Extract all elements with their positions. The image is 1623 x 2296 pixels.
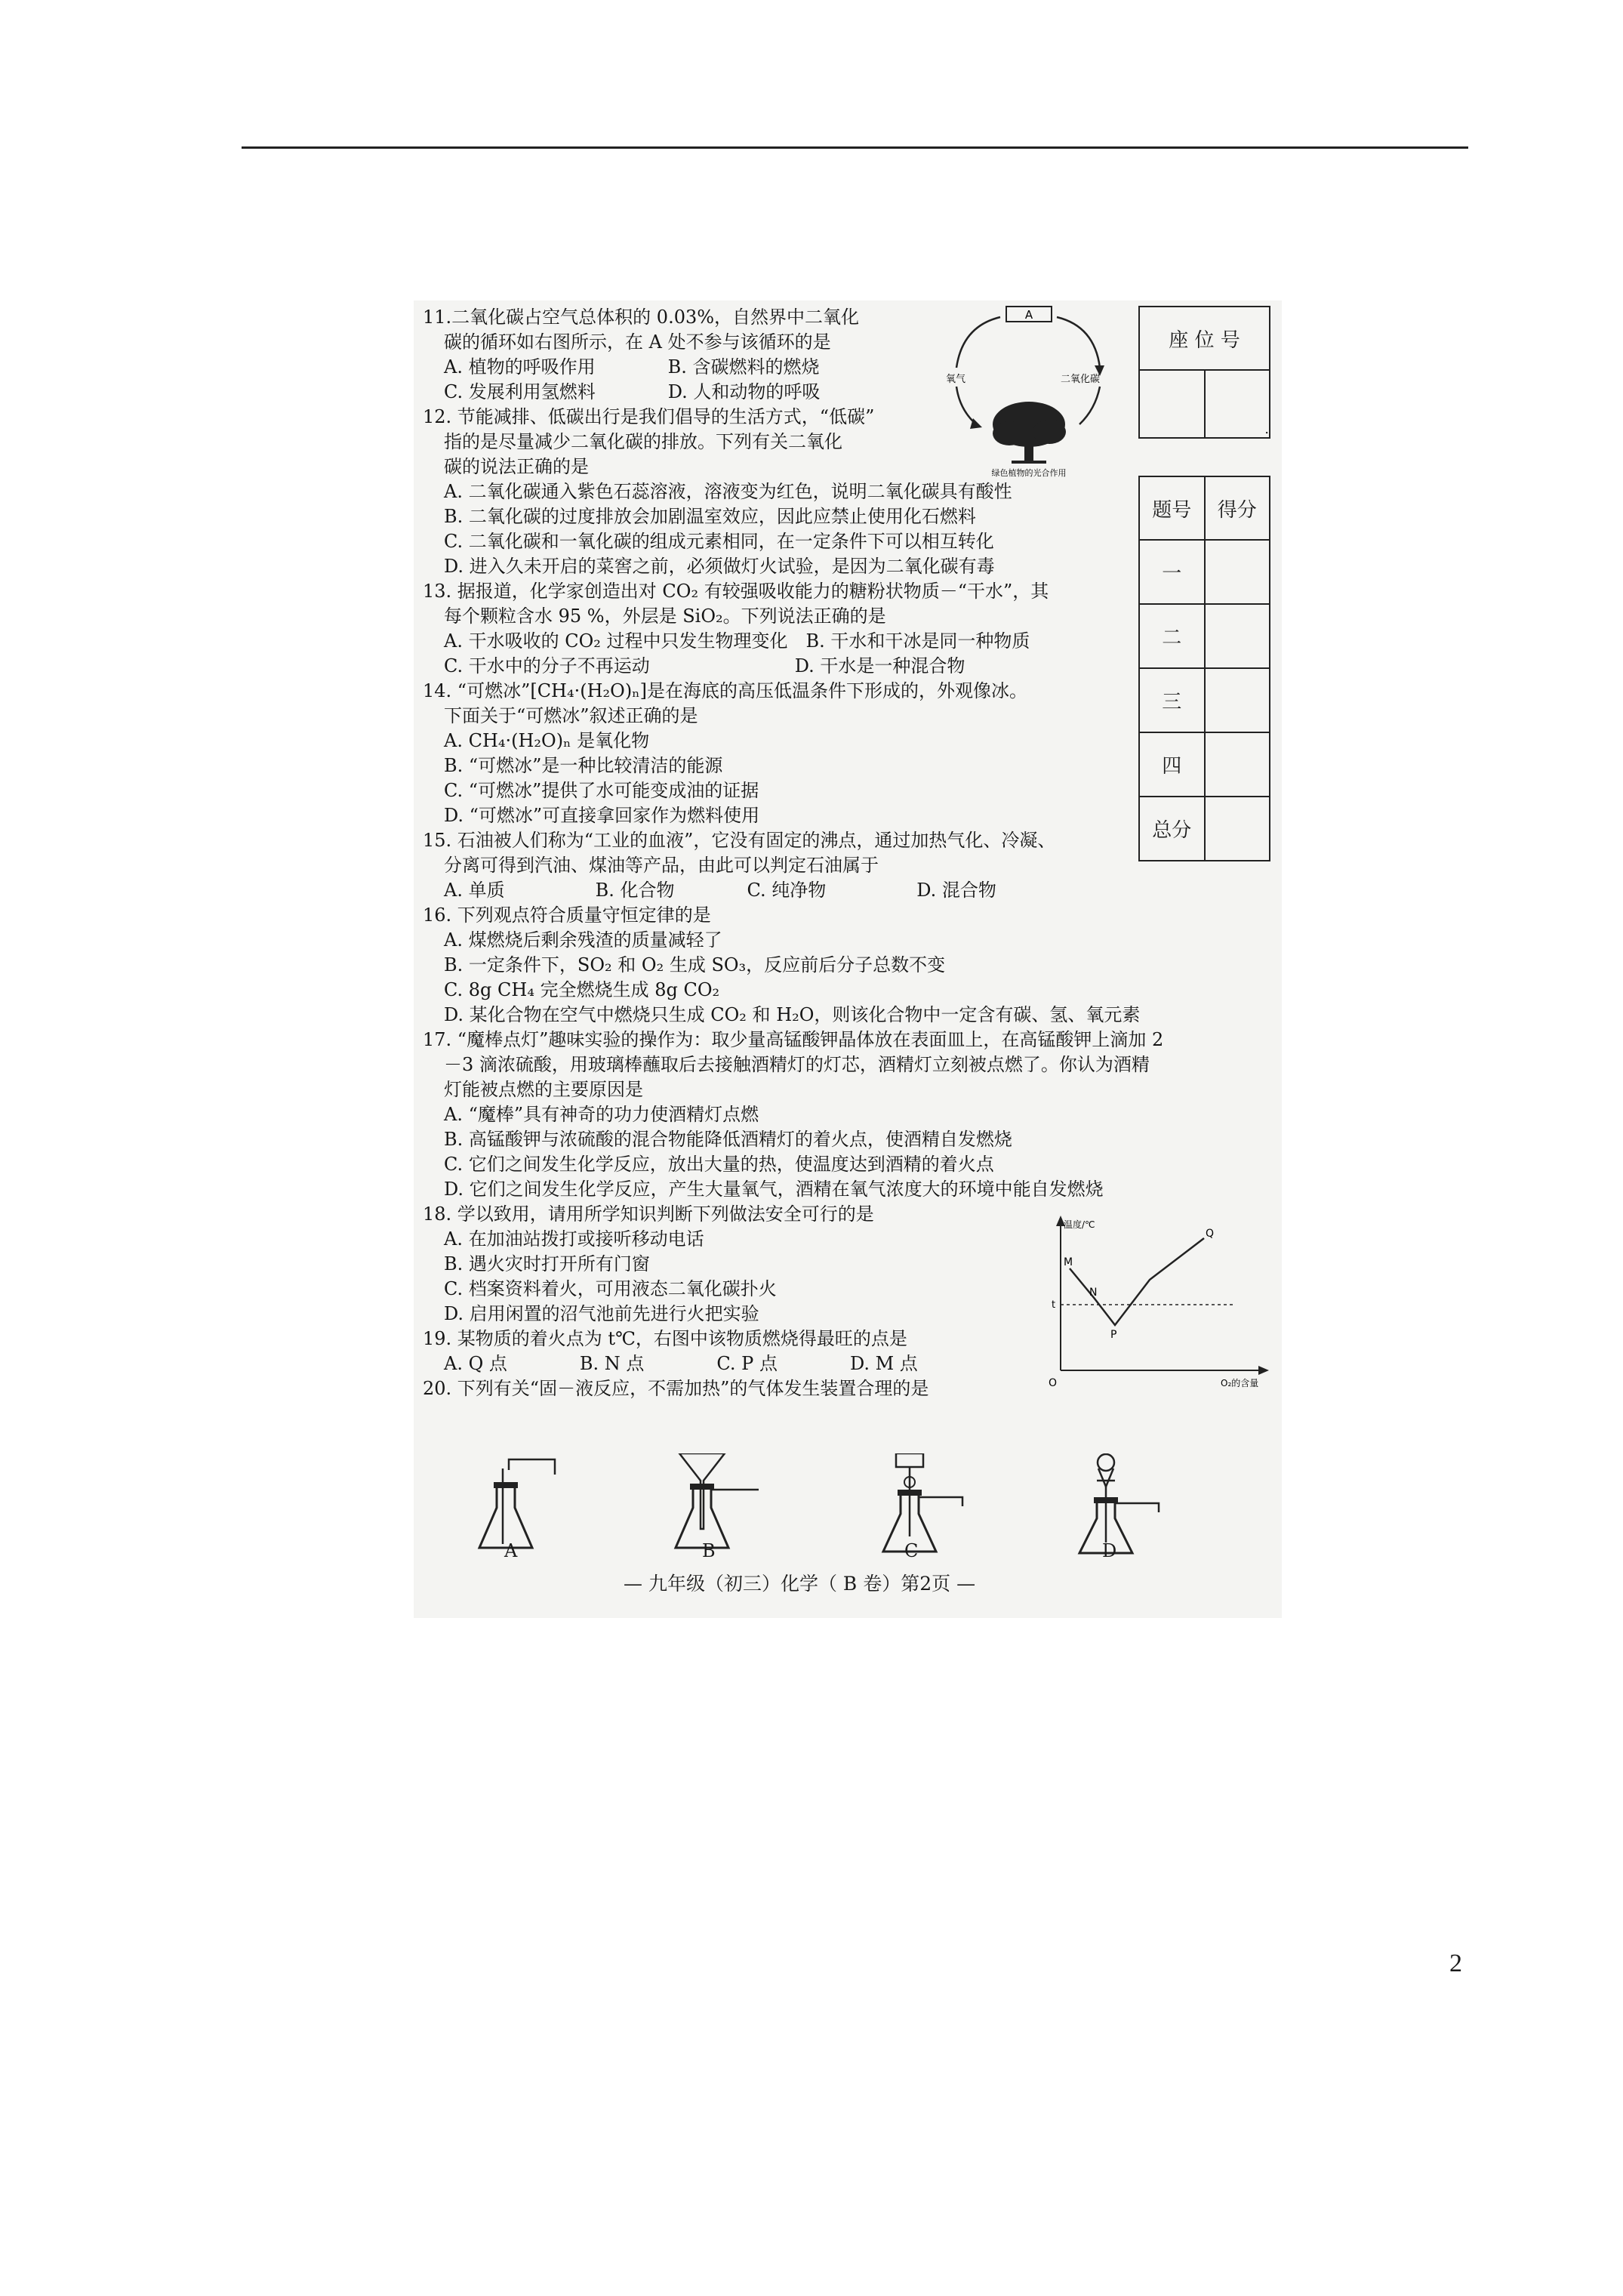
question-stem: 17. “魔棒点灯”趣味实验的操作为：取少量高锰酸钾晶体放在表面皿上，在高锰酸钾上滴加 2 [423, 1029, 1164, 1050]
question-text-line: B. 一定条件下，SO₂ 和 O₂ 生成 SO₃，反应前后分子总数不变 [444, 954, 946, 975]
graph-x-label: O₂的含量 [1221, 1378, 1259, 1388]
question-stem: 11.二氧化碳占空气总体积的 0.03%，自然界中二氧化 [423, 307, 860, 328]
question-stem: 16. 下列观点符合质量守恒定律的是 [423, 905, 711, 926]
question-text-line: D. 进入久未开启的菜窖之前，必须做灯火试验，是因为二氧化碳有毒 [444, 556, 995, 577]
question-text-line: C. 它们之间发生化学反应，放出大量的热，使温度达到酒精的着火点 [444, 1154, 994, 1175]
question-text-line: C. “可燃冰”提供了水可能变成油的证据 [444, 780, 759, 801]
graph-origin-label: O [1049, 1377, 1058, 1389]
apparatus-b-label: B [702, 1540, 716, 1561]
question-text-line: C. 发展利用氢燃料 D. 人和动物的呼吸 [444, 381, 821, 402]
cycle-box-label: A [1024, 308, 1033, 322]
question-text-line: 指的是尽量减少二氧化碳的排放。下列有关二氧化 [444, 431, 842, 452]
cycle-arrow-up [1079, 387, 1100, 424]
score-table [1138, 476, 1270, 861]
question-text-line: B. 二氧化碳的过度排放会加剧温室效应，因此应禁止使用化石燃料 [444, 506, 976, 527]
question-text-line: C. 二氧化碳和一氧化碳的组成元素相同，在一定条件下可以相互转化 [444, 531, 994, 552]
arrow-head [1258, 1366, 1269, 1375]
graph-tick-t: t [1052, 1299, 1056, 1311]
cycle-caption: 绿色植物的光合作用 [991, 468, 1067, 478]
score-row-label: 二 [1139, 604, 1205, 668]
point-q-label: Q [1206, 1228, 1215, 1240]
question-stem: 18. 学以致用，请用所学知识判断下列做法安全可行的是 [423, 1203, 874, 1225]
question-text-line: D. 某化合物在空气中燃烧只生成 CO₂ 和 H₂O，则该化合物中一定含有碳、氢、氧元素 [444, 1004, 1141, 1025]
question-text-line: B. “可燃冰”是一种比较清洁的能源 [444, 755, 723, 776]
question-text-line: 下面关于“可燃冰”叙述正确的是 [444, 705, 698, 726]
question-stem: 14. “可燃冰”[CH₄·(H₂O)ₙ]是在海底的高压低温条件下形成的，外观像冰。 [423, 680, 1027, 701]
question-text-line: A. 煤燃烧后剩余残渣的质量减轻了 [444, 929, 722, 951]
question-text-line: B. 遇火灾时打开所有门窗 [444, 1253, 650, 1274]
question-text-line: A. CH₄·(H₂O)ₙ 是氧化物 [444, 730, 650, 751]
question-text-line: A. 单质 B. 化合物 C. 纯净物 D. 混合物 [444, 880, 996, 901]
cycle-oxygen-label: 氧气 [946, 374, 966, 385]
point-m-label: M [1064, 1256, 1073, 1268]
question-stem: 20. 下列有关“固－液反应，不需加热”的气体发生装置合理的是 [423, 1378, 929, 1399]
seat-number-table [1138, 306, 1270, 439]
score-row-label: 三 [1139, 668, 1205, 732]
question-text-line: C. 干水中的分子不再运动 D. 干水是一种混合物 [444, 655, 965, 676]
question-text-line: 分离可得到汽油、煤油等产品，由此可以判定石油属于 [444, 855, 879, 876]
question-text-line: C. 8g CH₄ 完全燃烧生成 8g CO₂ [444, 979, 720, 1000]
page-number: 2 [1449, 1949, 1462, 1977]
apparatus-c-flask [857, 1453, 985, 1559]
point-p-label: P [1110, 1329, 1117, 1341]
question-text-line: C. 档案资料着火，可用液态二氧化碳扑火 [444, 1278, 777, 1299]
score-row-label: 一 [1139, 540, 1205, 604]
apparatus-c-label: C [904, 1540, 919, 1561]
question-text-line: D. 它们之间发生化学反应，产生大量氧气，酒精在氧气浓度大的环境中能自发燃烧 [444, 1179, 1104, 1200]
cycle-co2-label: 二氧化碳 [1061, 374, 1101, 385]
score-cell [1205, 668, 1270, 732]
question-text-line: A. 植物的呼吸作用 B. 含碳燃料的燃烧 [444, 356, 820, 378]
temperature-oxygen-graph [1046, 1216, 1272, 1389]
question-stem: 13. 据报道，化学家创造出对 CO₂ 有较强吸收能力的糖粉状物质－“干水”，其 [423, 581, 1049, 602]
page-footer: — 九年级（初三）化学（ B 卷）第2页 — [624, 1573, 976, 1595]
cycle-arrow-left [956, 317, 1000, 368]
score-cell [1205, 732, 1270, 797]
question-text-line: A. “魔棒”具有神奇的功力使酒精灯点燃 [444, 1104, 759, 1125]
graph-curve [1070, 1238, 1204, 1325]
question-text-line: 灯能被点燃的主要原因是 [444, 1079, 643, 1100]
question-text-line: A. Q 点 B. N 点 C. P 点 D. M 点 [444, 1353, 918, 1374]
question-text-line: 碳的循环如右图所示，在 A 处不参与该循环的是 [444, 331, 831, 353]
question-stem: 19. 某物质的着火点为 t℃，右图中该物质燃烧得最旺的点是 [423, 1328, 907, 1349]
apparatus-d-label: D [1102, 1540, 1117, 1561]
question-text-line: 每个颗粒含水 95 %，外层是 SiO₂。下列说法正确的是 [444, 606, 886, 627]
cycle-arrow-right [1057, 317, 1100, 368]
score-row-label: 总分 [1139, 797, 1205, 861]
question-text-line: D. “可燃冰”可直接拿回家作为燃料使用 [444, 805, 760, 826]
score-cell [1205, 540, 1270, 604]
question-stem: 15. 石油被人们称为“工业的血液”，它没有固定的沸点，通过加热气化、冷凝、 [423, 830, 1056, 851]
apparatus-a-label: A [504, 1540, 518, 1561]
question-text-line: A. 在加油站拨打或接听移动电话 [444, 1228, 704, 1250]
question-stem: 12. 节能减排、低碳出行是我们倡导的生活方式，“低碳” [423, 406, 875, 427]
question-text-line: －3 滴浓硫酸，用玻璃棒蘸取后去接触酒精灯的灯芯，酒精灯立刻被点燃了。你认为酒精 [444, 1054, 1150, 1075]
question-text-line: A. 干水吸收的 CO₂ 过程中只发生物理变化 B. 干水和干冰是同一种物质 [444, 630, 1030, 652]
tree-icon [993, 402, 1066, 464]
question-text-line: A. 二氧化碳通入紫色石蕊溶液，溶液变为红色，说明二氧化碳具有酸性 [444, 481, 1012, 502]
graph-y-label: 温度/℃ [1064, 1219, 1095, 1230]
question-text-line: B. 高锰酸钾与浓硫酸的混合物能降低酒精灯的着火点，使酒精自发燃烧 [444, 1129, 1012, 1150]
apparatus-d-flask [1053, 1453, 1181, 1559]
seat-header: 座 位 号 [1139, 307, 1270, 370]
score-cell [1205, 797, 1270, 861]
header-rule [242, 146, 1468, 149]
score-cell [1205, 604, 1270, 668]
score-header-question: 题号 [1139, 476, 1205, 540]
carbon-cycle-diagram [940, 304, 1113, 481]
score-header-score: 得分 [1205, 476, 1270, 540]
question-text-line: 碳的说法正确的是 [444, 456, 589, 477]
point-n-label: N [1089, 1287, 1098, 1299]
seat-cell-right: . [1205, 370, 1270, 438]
seat-cell-left [1139, 370, 1205, 438]
score-row-label: 四 [1139, 732, 1205, 797]
question-text-line: D. 启用闲置的沼气池前先进行火把实验 [444, 1303, 759, 1324]
